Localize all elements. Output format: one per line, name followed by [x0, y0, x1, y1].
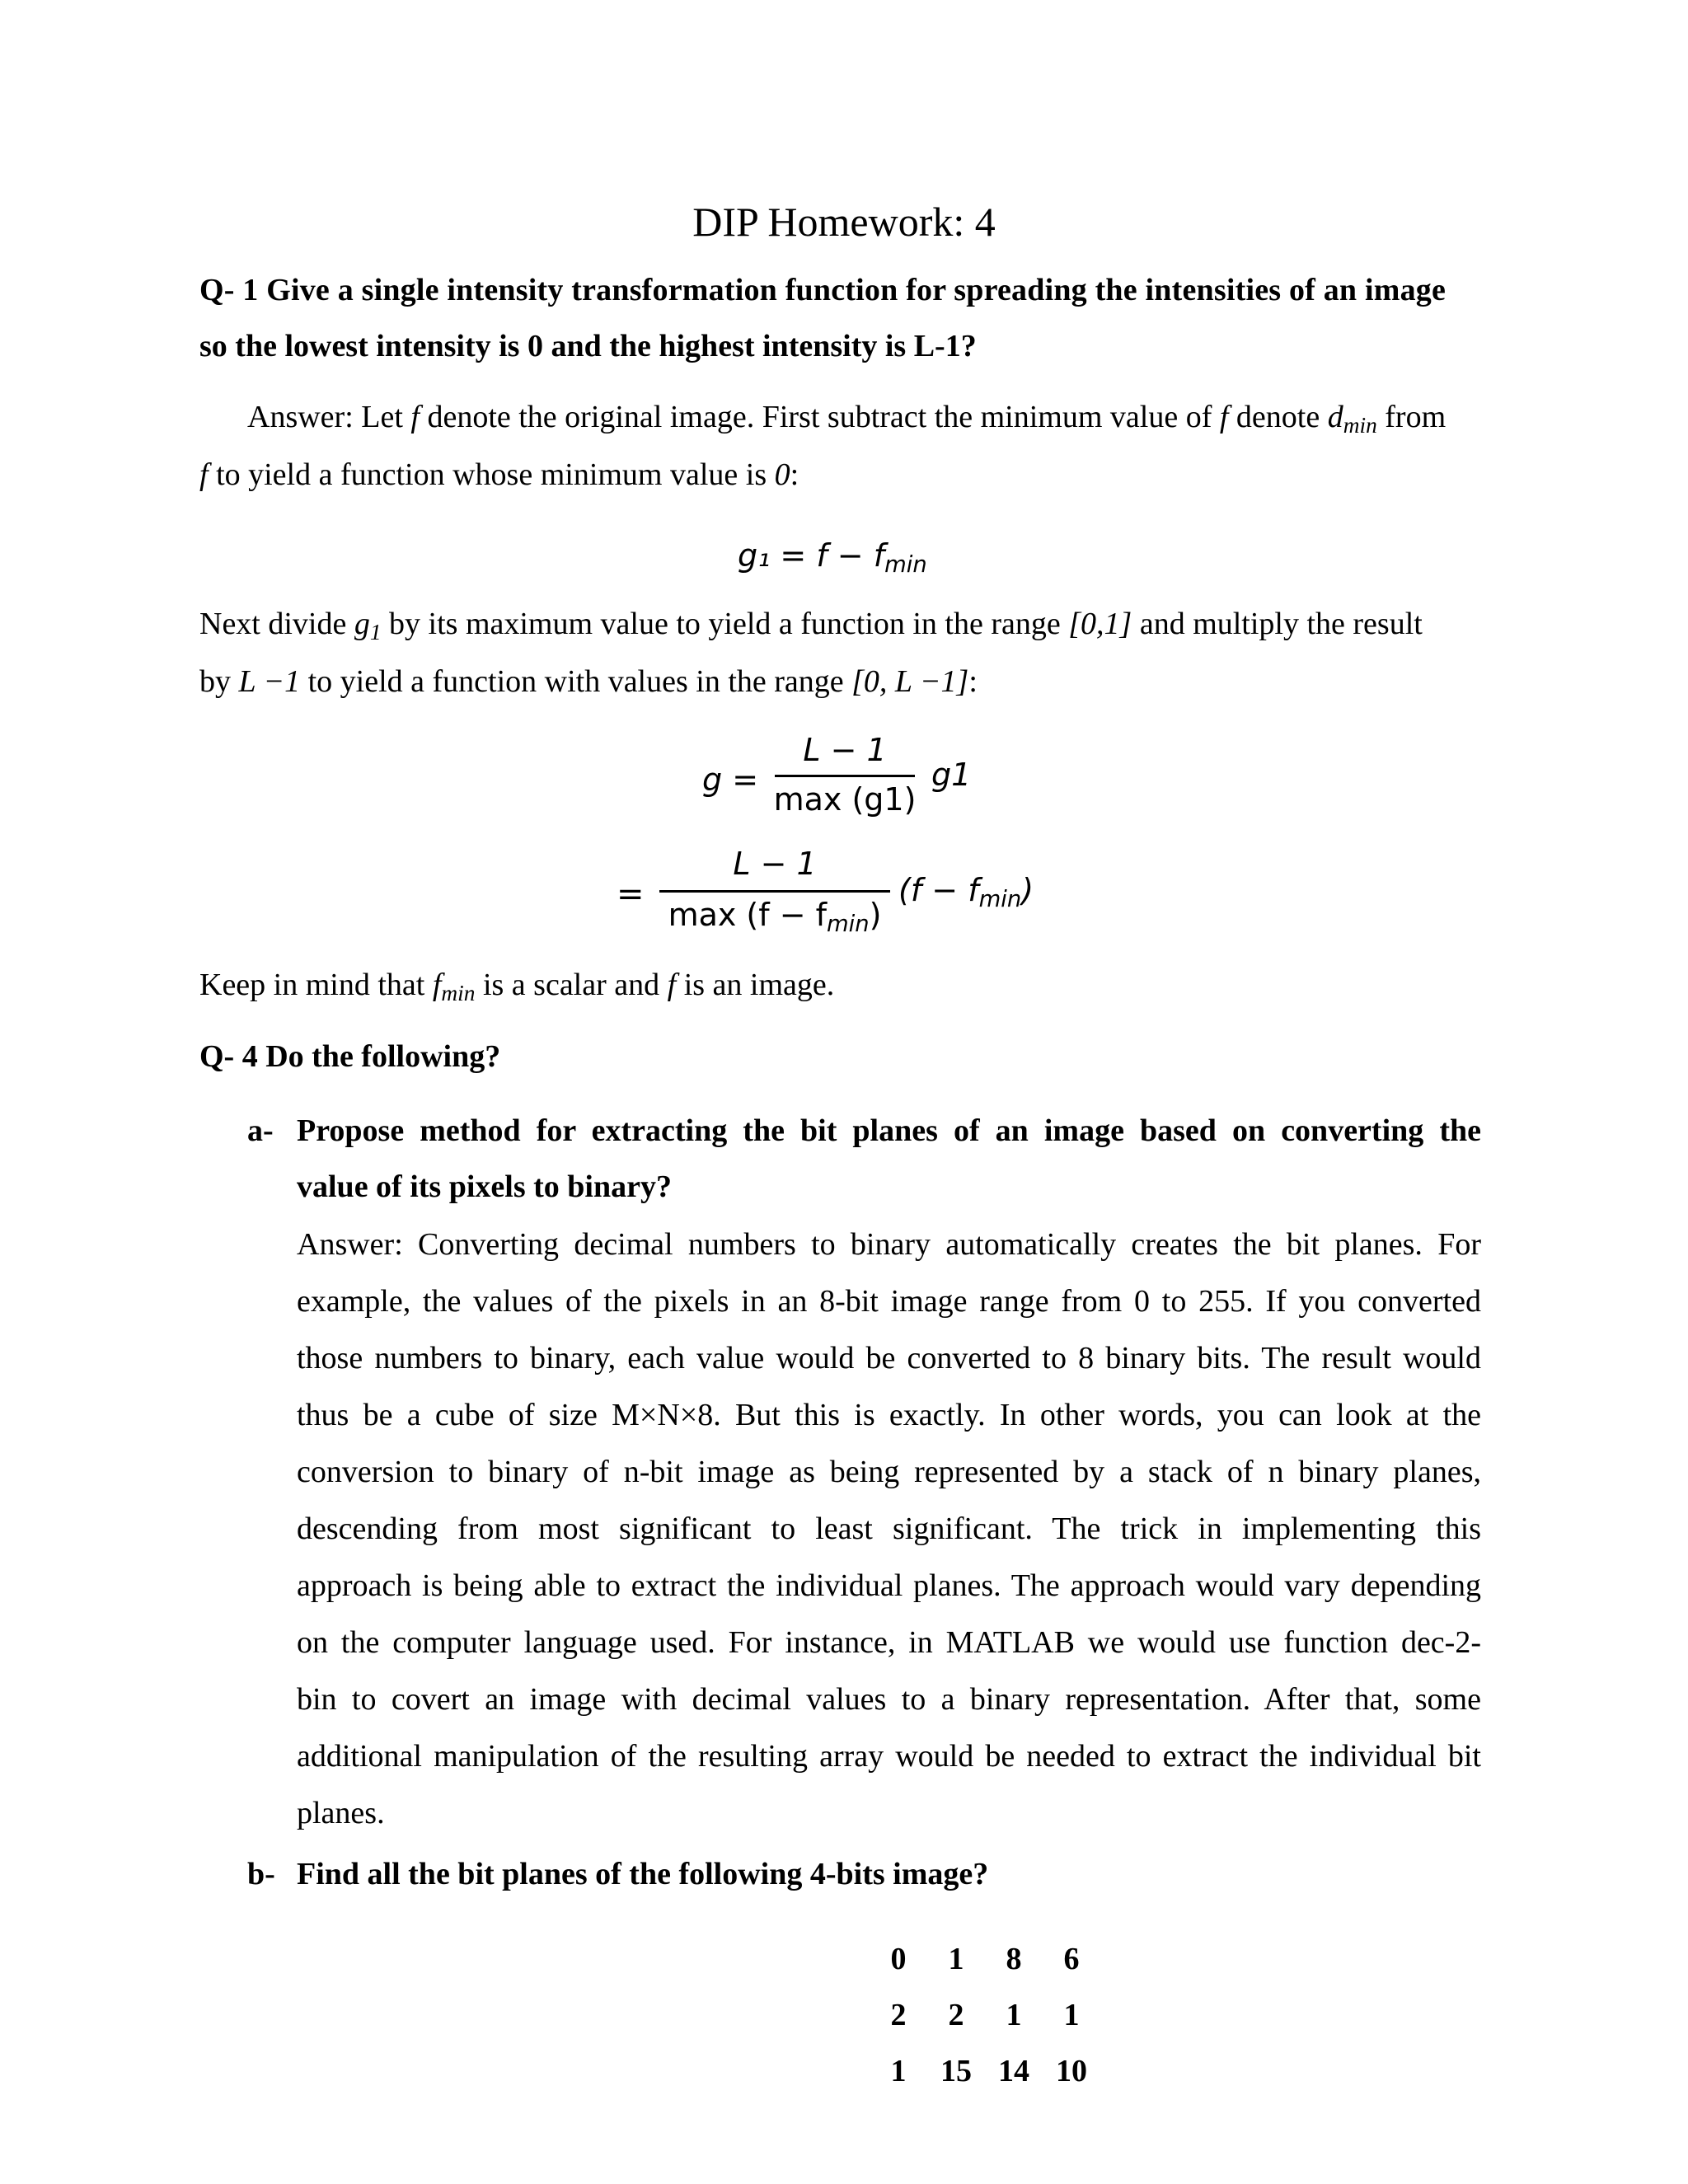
- q4-b-question: Find all the bit planes of the following 4-bits image?: [297, 1857, 989, 1891]
- matrix-cell: 1: [1063, 1998, 1080, 2032]
- q1-question-line2: so the lowest intensity is 0 and the highest intensity is L-1?: [199, 329, 977, 363]
- equation-g1: $g_1 = f - f_{min}$: [738, 537, 927, 578]
- matrix-cell: 8: [1006, 1942, 1022, 1976]
- equation-expanded-numerator: L − 1: [733, 846, 817, 882]
- matrix-cell: 2: [890, 1998, 907, 2032]
- q1-question-line1: Q- 1 Give a single intensity transformation function for spreading the intensities of an image: [199, 273, 1447, 307]
- q4-a-answer-line: example, the values of the pixels in an 8-bit image range from 0 to 255. If you converted: [297, 1284, 1481, 1319]
- equation-g-tail: g1: [931, 757, 972, 793]
- q4-a-answer-line: those numbers to binary, each value would be converted to 8 binary bits. The result would: [297, 1341, 1481, 1376]
- matrix-cell: 10: [1056, 2054, 1087, 2088]
- matrix-cell: 2: [948, 1998, 964, 2032]
- q4-a-answer-line: conversion to binary of n-bit image as being represented by a stack of n binary planes,: [297, 1455, 1481, 1489]
- q1-answer-line4: by L −1 to yield a function with values in the range [0, L −1]:: [199, 664, 978, 699]
- q4-a-question-line2: value of its pixels to binary?: [297, 1169, 672, 1204]
- q4-a-answer-line: additional manipulation of the resulting array would be needed to extract the individual bit: [297, 1739, 1481, 1774]
- equation-g-denominator: max (g1): [773, 781, 917, 818]
- q1-answer-line2: f to yield a function whose minimum value is 0:: [199, 457, 799, 492]
- matrix-cell: 1: [948, 1942, 964, 1976]
- q4-a-label: a-: [247, 1113, 274, 1148]
- q4-a-answer-line: Answer: Converting decimal numbers to binary automatically creates the bit planes. For: [297, 1227, 1481, 1262]
- q4-a-answer-line: planes.: [297, 1796, 385, 1830]
- equation-expanded-equals: =: [617, 875, 645, 913]
- q4-a-answer-line: approach is being able to extract the individual planes. The approach would vary depending: [297, 1568, 1481, 1603]
- q1-keep-in-mind: Keep in mind that $f_{min}$ is a scalar and f is an image.: [199, 968, 835, 1005]
- equation-g-fraction-line: [775, 775, 915, 777]
- q1-answer-line1: Answer: Let f denote the original image. First subtract the minimum value of f denote $d_{min}$ from: [247, 400, 1447, 438]
- q4-a-answer-line: thus be a cube of size M×N×8. But this is exactly. In other words, you can look at the: [297, 1398, 1481, 1432]
- matrix-cell: 1: [890, 2054, 907, 2088]
- q4-a-answer-line: bin to covert an image with decimal values to a binary representation. After that, some: [297, 1682, 1481, 1717]
- q4-b-label: b-: [247, 1857, 275, 1891]
- matrix-cell: 15: [940, 2054, 972, 2088]
- q4-a-answer-line: on the computer language used. For instance, in MATLAB we would use function dec-2-: [297, 1625, 1481, 1660]
- equation-g-label: g =: [702, 762, 759, 798]
- matrix-cell: 14: [998, 2054, 1029, 2088]
- q4-heading: Q- 4 Do the following?: [199, 1039, 501, 1074]
- pixel-matrix: [870, 1941, 1109, 2122]
- matrix-cell: 6: [1063, 1942, 1080, 1976]
- matrix-cell: 0: [890, 1942, 907, 1976]
- equation-expanded-tail: $(f - f_{min})$: [898, 872, 1034, 912]
- q4-a-question-line1: Propose method for extracting the bit planes of an image based on converting the: [297, 1113, 1481, 1148]
- matrix-cell: 1: [1006, 1998, 1022, 2032]
- equation-expanded-denominator: $\max (f - f_{min})$: [668, 897, 882, 937]
- equation-expanded-fraction-line: [659, 890, 890, 893]
- q4-a-answer-line: descending from most significant to least significant. The trick in implementing this: [297, 1511, 1481, 1546]
- equation-g-numerator: L − 1: [803, 732, 887, 768]
- q1-answer-line3: Next divide $g_1$ by its maximum value to yield a function in the range [0,1] and multiply the result: [199, 607, 1423, 644]
- page-title: DIP Homework: 4: [692, 199, 996, 245]
